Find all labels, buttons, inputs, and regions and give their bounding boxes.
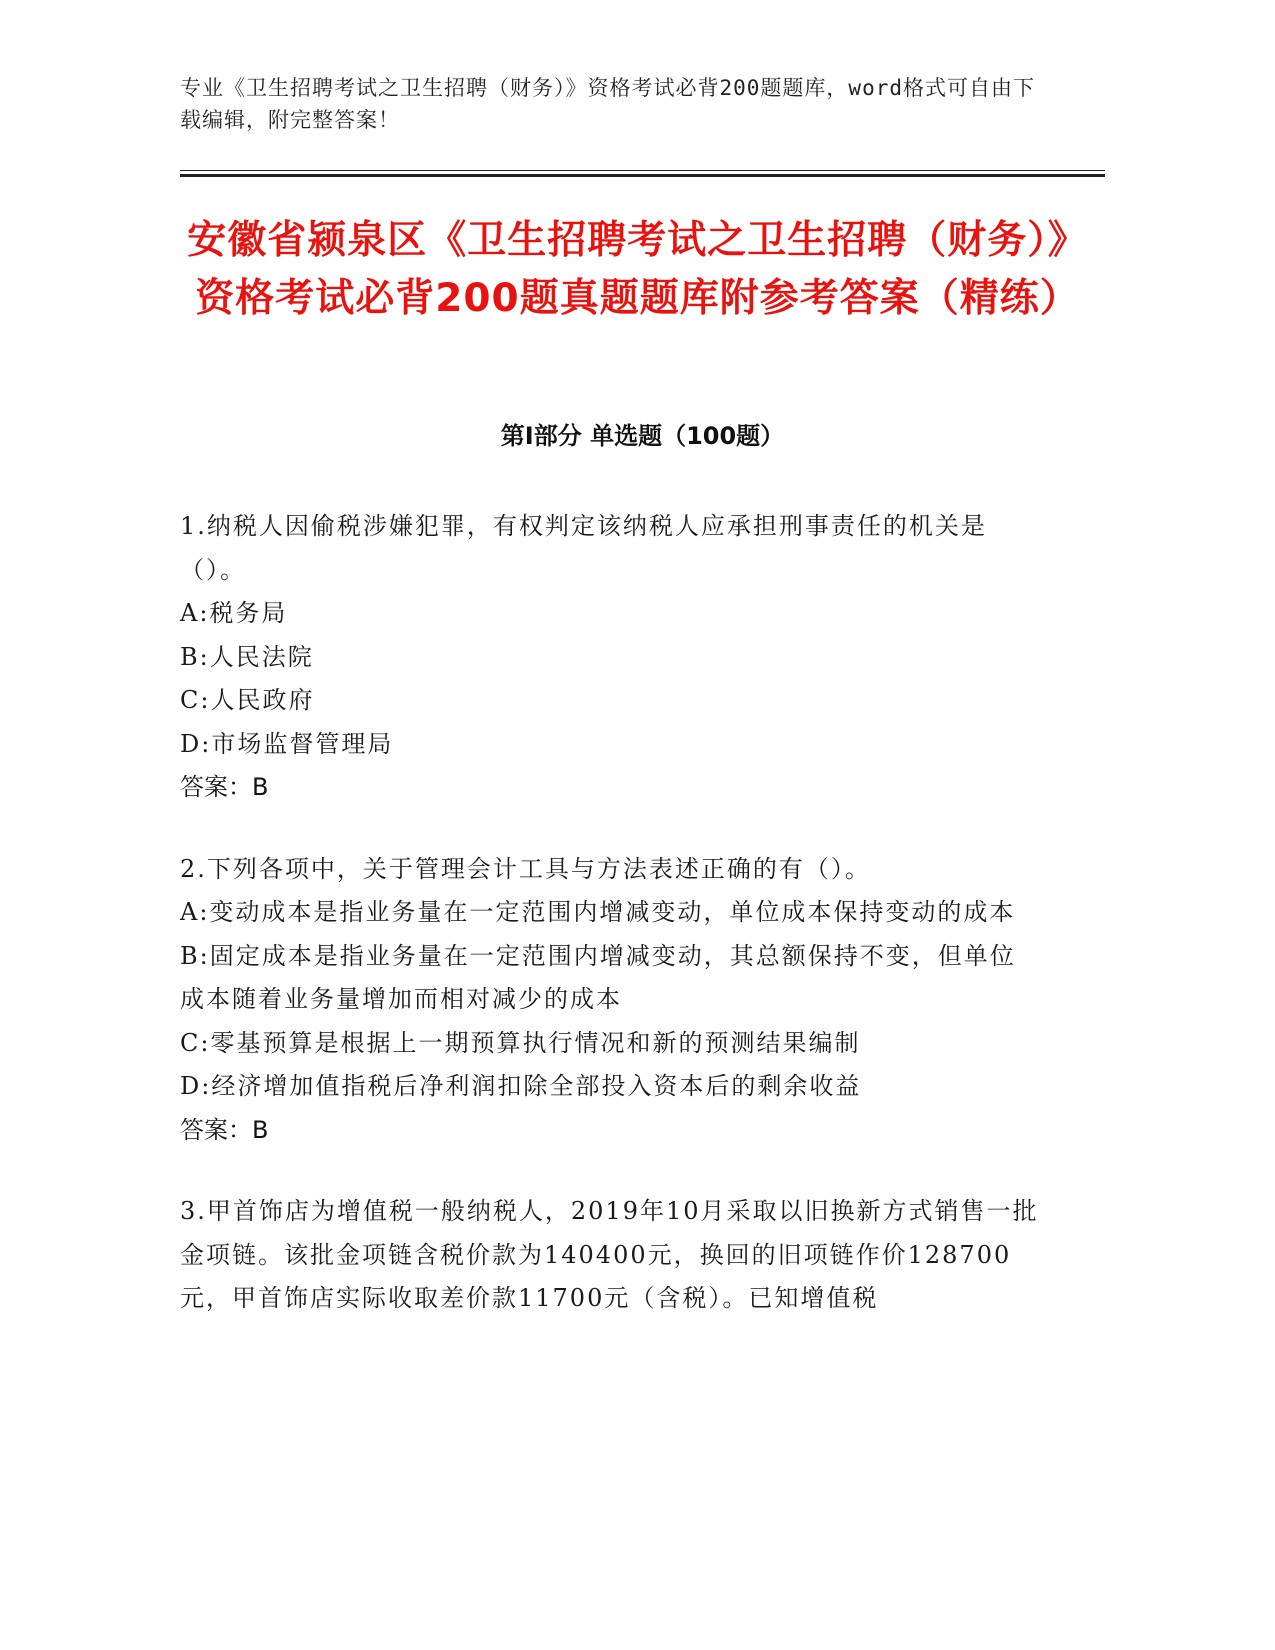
answer: 答案：B bbox=[180, 1115, 269, 1144]
question-3 bbox=[180, 1190, 1040, 1321]
header-note: 专业《卫生招聘考试之卫生招聘（财务）》资格考试必背200题题库，word格式可自由下载编辑，附完整答案！ bbox=[180, 76, 1035, 132]
option-d: D:市场监督管理局 bbox=[180, 729, 394, 758]
option-c: C:零基预算是根据上一期预算执行情况和新的预测结果编制 bbox=[180, 1028, 861, 1057]
question-2 bbox=[180, 848, 1040, 1153]
option-c: C:人民政府 bbox=[180, 686, 315, 714]
option-a: A:变动成本是指业务量在一定范围内增减变动，单位成本保持变动的成本 bbox=[180, 898, 1016, 926]
header-divider-thin bbox=[180, 170, 1105, 171]
question-stem: 1.纳税人因偷税涉嫌犯罪，有权判定该纳税人应承担刑事责任的机关是（）。 bbox=[180, 512, 987, 584]
question-stem: 3.甲首饰店为增值税一般纳税人，2019年10月采取以旧换新方式销售一批金项链。该批金项链含税价款为140400元，换回的旧项链作价128700元，甲首饰店实际收取差价款11700元（含税）。已知增值税 bbox=[180, 1197, 1039, 1312]
question-list bbox=[180, 505, 1040, 1359]
answer: 答案：B bbox=[180, 773, 269, 801]
document-title: 安徽省颍泉区《卫生招聘考试之卫生招聘（财务）》资格考试必背200题真题题库附参考答案（精练） bbox=[187, 218, 1088, 321]
section-heading: 第Ⅰ部分 单选题（100题） bbox=[500, 422, 785, 450]
option-b: B:人民法院 bbox=[180, 642, 314, 671]
header-divider-thick bbox=[180, 174, 1105, 177]
option-a: A:税务局 bbox=[180, 599, 288, 627]
question-stem: 2.下列各项中，关于管理会计工具与方法表述正确的有（）。 bbox=[180, 854, 871, 883]
option-b: B:固定成本是指业务量在一定范围内增减变动，其总额保持不变，但单位成本随着业务量增加而相对减少的成本 bbox=[180, 941, 1016, 1013]
option-d: D:经济增加值指税后净利润扣除全部投入资本后的剩余收益 bbox=[180, 1072, 862, 1100]
question-1 bbox=[180, 505, 1040, 810]
